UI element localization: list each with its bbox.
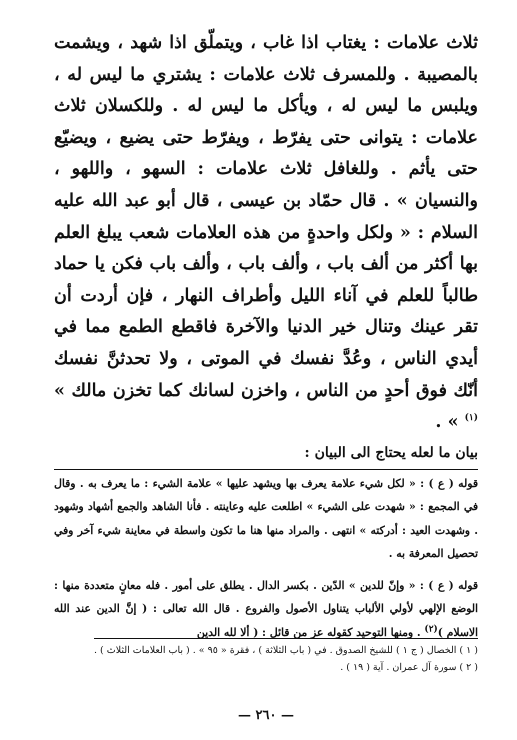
main-text-block xyxy=(54,28,478,439)
commentary-2-end: . ومنها التوحيد كقوله عز من قائل : ( ألا لله الدين xyxy=(196,625,425,639)
footnote-ref-2: (٢) xyxy=(424,624,438,635)
main-text: ثلاث علامات : يغتاب اذا غاب ، ويتملّق اذا شهد ، ويشمت بالمصيبة . وللمسرف ثلاث علامات : يشتري ما ليس له ، ويلبس ما ليس له ، ويأكل ما ليس له . وللكسلان ثلاث علامات : يتوانى حتى يفرّط ، ويفرّط حتى يضيع ، ويضيّع حتى يأثم . وللغافل ثلاث علامات : السهو ، واللهو ، والنسيان » . قال حمّاد بن عيسى ، قال أبو عبد الله عليه السلام : « ولكل واحدةٍ من هذه العلامات شعب يبلغ العلم بها أكثر من ألف باب ، وألف باب ، وألف باب فكن يا حماد طالباً للعلم في آناء الليل وأطراف النهار ، فإن أردت أن تقر عينك وتنال خير الدنيا والآخرة فاقطع الطمع مما في أيدي الناس ، وعُدَّ نفسك في الموتى ، ولا تحدثنَّ نفسك أنّك فوق أحدٍ من الناس ، واخزن لسانك كما تخزن مالك » xyxy=(54,33,478,401)
document-page xyxy=(54,28,478,728)
footnote-ref-1: (١) xyxy=(464,413,478,424)
commentary-paragraph-1: قوله ( ع ) : « لكل شيء علامة يعرف بها ويشهد عليها » علامة الشيء : ما يعرف به . وقال في المجمع : « شهدت على الشيء » اطلعت عليه وعاينته . فأنا الشاهد والجمع أشهاد وشهود . وشهدت العيد : أدركته » انتهى . والمراد منها هنا ما تكون واسطة في معاينة شيء آخر وفي تحصيل المعرفة به . xyxy=(54,476,478,561)
heading-divider xyxy=(54,469,478,470)
commentary-2-text: قوله ( ع ) : « وإنّ للدين » الدّين . بكسر الدال . يطلق على أمور . فله معانٍ متعددة منها : الوضع الإلهي لأولي الألباب يتناول الأصول والفروع . قال الله تعالى : ( إنَّ الدين عند الله الاسلام ) xyxy=(54,578,478,639)
commentary-paragraph-2 xyxy=(54,574,478,645)
page-number: — ٢٦٠ — xyxy=(237,708,294,723)
footnotes-section xyxy=(94,638,478,676)
footnote-2: ( ٢ ) سورة آل عمران . آية ( ١٩ ) . xyxy=(340,662,478,673)
section-heading: بيان ما لعله يحتاج الى البيان : xyxy=(304,444,478,461)
main-text-end: » . xyxy=(435,412,465,433)
footnote-1: ( ١ ) الخصال ( ج ١ ) للشيخ الصدوق . في ( باب الثلاثة ) ، فقرة « ٩٥ » . ( باب العلامات الثلاث ) . xyxy=(94,645,478,656)
